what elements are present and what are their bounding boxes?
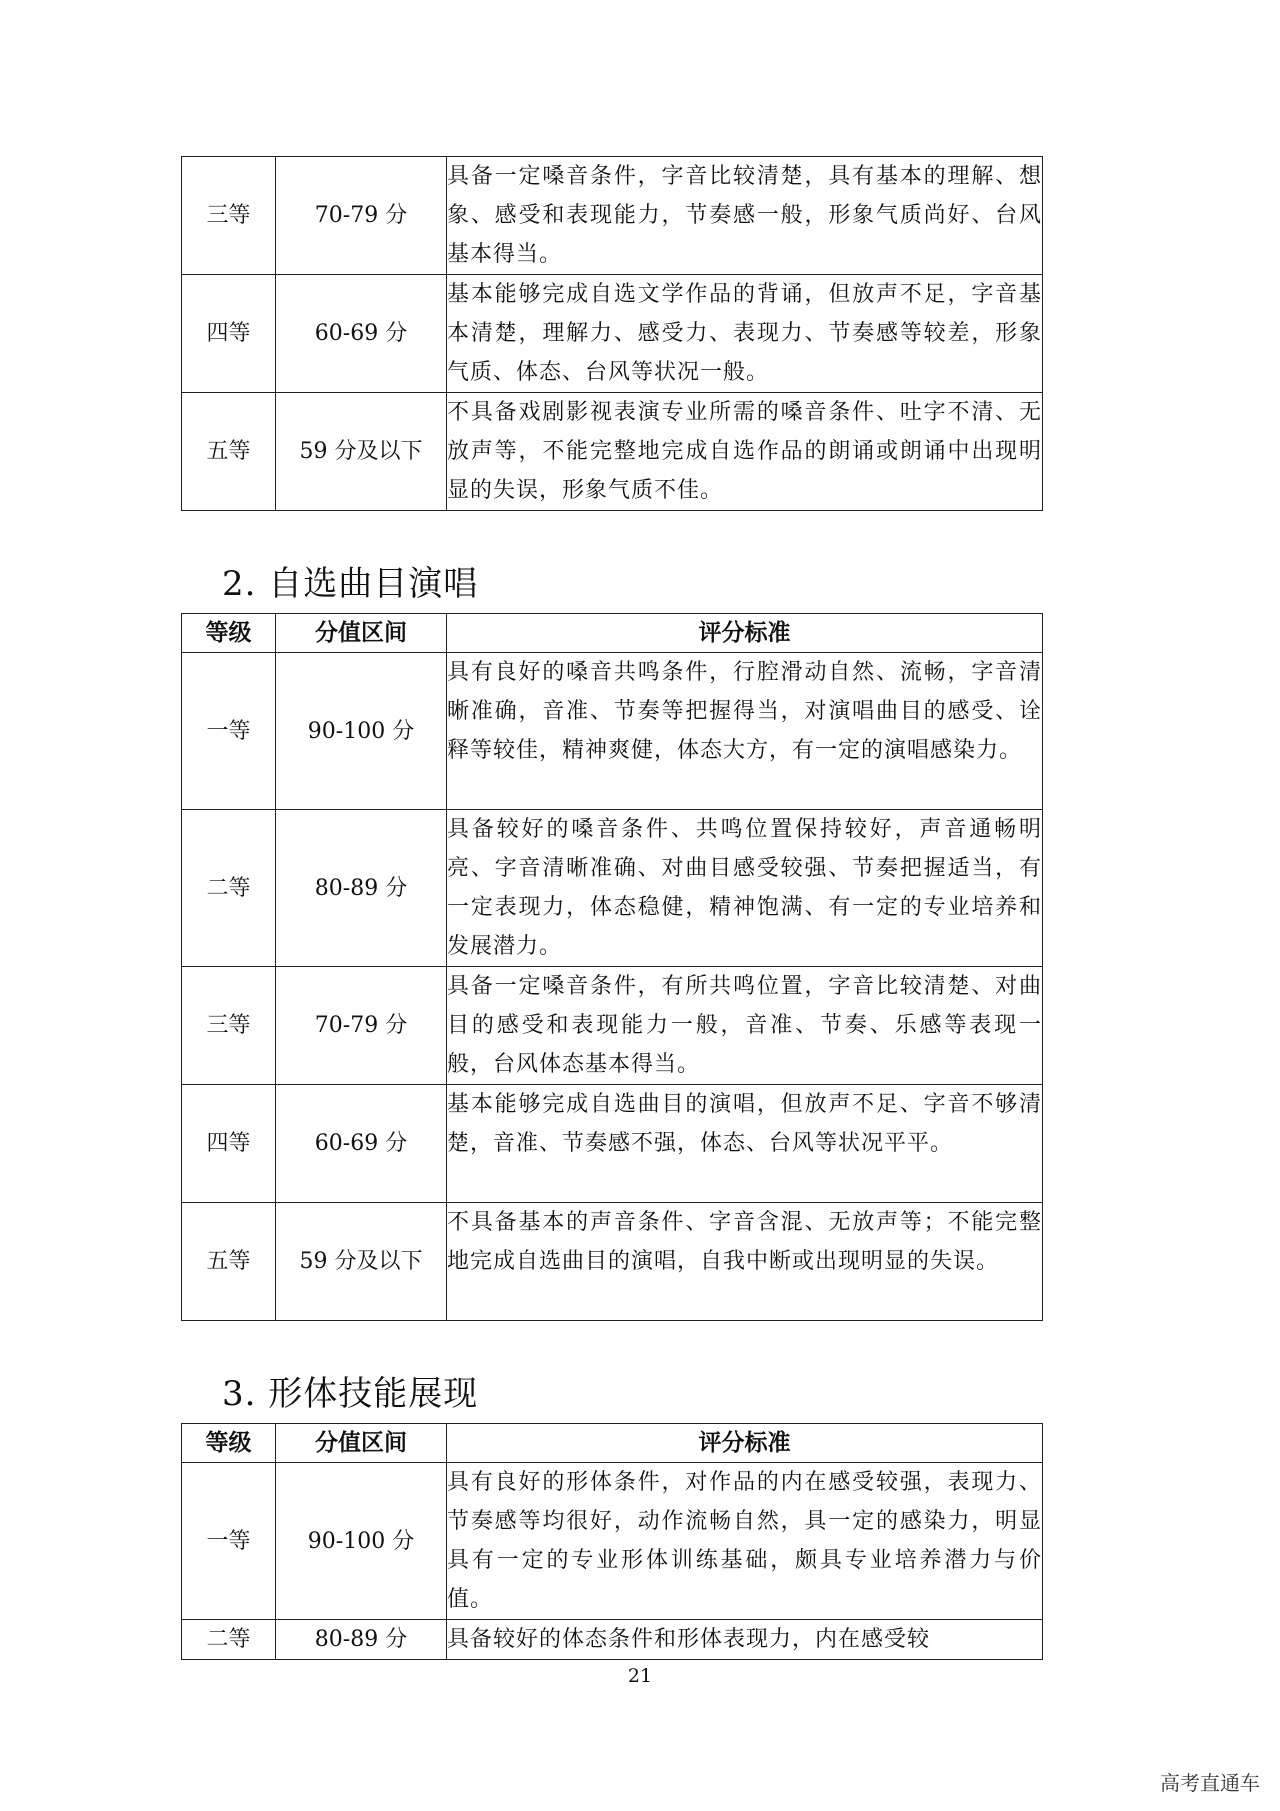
grade-level: 一等 <box>182 1463 276 1620</box>
singing-grading-table <box>181 613 1043 1321</box>
grading-criteria: 具备较好的体态条件和形体表现力，内在感受较 <box>447 1620 1043 1660</box>
score-range: 80-89 分 <box>276 810 447 967</box>
column-header-range: 分值区间 <box>276 614 447 653</box>
grade-level: 二等 <box>182 810 276 967</box>
table-row <box>182 967 1043 1085</box>
grading-criteria: 具备较好的嗓音条件、共鸣位置保持较好，声音通畅明亮、字音清晰准确、对曲目感受较强、节奏把握适当，有一定表现力，体态稳健，精神饱满、有一定的专业培养和发展潜力。 <box>447 810 1043 967</box>
score-range: 60-69 分 <box>276 275 447 393</box>
grade-level: 四等 <box>182 275 276 393</box>
table-row <box>182 157 1043 275</box>
table-row <box>182 393 1043 511</box>
grading-criteria: 具备一定嗓音条件，有所共鸣位置，字音比较清楚、对曲目的感受和表现能力一般，音准、节奏、乐感等表现一般，台风体态基本得当。 <box>447 967 1043 1085</box>
grading-criteria: 不具备基本的声音条件、字音含混、无放声等；不能完整地完成自选曲目的演唱，自我中断或出现明显的失误。 <box>447 1203 1043 1321</box>
score-range: 90-100 分 <box>276 653 447 810</box>
score-range: 70-79 分 <box>276 157 447 275</box>
score-range: 90-100 分 <box>276 1463 447 1620</box>
grade-level: 二等 <box>182 1620 276 1660</box>
grading-criteria: 不具备戏剧影视表演专业所需的嗓音条件、吐字不清、无放声等，不能完整地完成自选作品的朗诵或朗诵中出现明显的失误，形象气质不佳。 <box>447 393 1043 511</box>
section-title-physical: 3. 形体技能展现 <box>222 1374 479 1414</box>
grade-level: 五等 <box>182 1203 276 1321</box>
score-range: 70-79 分 <box>276 967 447 1085</box>
section-title-singing: 2. 自选曲目演唱 <box>222 564 479 604</box>
table-header-row <box>182 1424 1043 1463</box>
physical-grading-table <box>181 1423 1043 1660</box>
table-row <box>182 1620 1043 1660</box>
score-range: 80-89 分 <box>276 1620 447 1660</box>
grading-criteria: 具有良好的嗓音共鸣条件，行腔滑动自然、流畅，字音清晰准确，音准、节奏等把握得当，对演唱曲目的感受、诠释等较佳，精神爽健，体态大方，有一定的演唱感染力。 <box>447 653 1043 810</box>
table-row <box>182 1203 1043 1321</box>
table-row <box>182 810 1043 967</box>
table-row <box>182 1463 1043 1620</box>
score-range: 59 分及以下 <box>276 1203 447 1321</box>
column-header-criteria: 评分标准 <box>447 614 1043 653</box>
grade-level: 三等 <box>182 157 276 275</box>
score-range: 59 分及以下 <box>276 393 447 511</box>
grading-criteria: 具备一定嗓音条件，字音比较清楚，具有基本的理解、想象、感受和表现能力，节奏感一般，形象气质尚好、台风基本得当。 <box>447 157 1043 275</box>
table-row <box>182 275 1043 393</box>
grade-level: 三等 <box>182 967 276 1085</box>
score-range: 60-69 分 <box>276 1085 447 1203</box>
grading-criteria: 基本能够完成自选曲目的演唱，但放声不足、字音不够清楚，音准、节奏感不强，体态、台风等状况平平。 <box>447 1085 1043 1203</box>
column-header-criteria: 评分标准 <box>447 1424 1043 1463</box>
grade-level: 四等 <box>182 1085 276 1203</box>
column-header-level: 等级 <box>182 1424 276 1463</box>
page-number: 21 <box>627 1665 653 1687</box>
table-row <box>182 1085 1043 1203</box>
grade-level: 一等 <box>182 653 276 810</box>
grading-criteria: 基本能够完成自选文学作品的背诵，但放声不足，字音基本清楚，理解力、感受力、表现力、节奏感等较差，形象气质、体态、台风等状况一般。 <box>447 275 1043 393</box>
table-header-row <box>182 614 1043 653</box>
grading-criteria: 具有良好的形体条件，对作品的内在感受较强，表现力、节奏感等均很好，动作流畅自然，具一定的感染力，明显具有一定的专业形体训练基础，颇具专业培养潜力与价值。 <box>447 1463 1043 1620</box>
column-header-level: 等级 <box>182 614 276 653</box>
table-row <box>182 653 1043 810</box>
watermark: 高考直通车 <box>1160 1771 1260 1795</box>
column-header-range: 分值区间 <box>276 1424 447 1463</box>
grade-level: 五等 <box>182 393 276 511</box>
recitation-grading-table <box>181 156 1043 511</box>
